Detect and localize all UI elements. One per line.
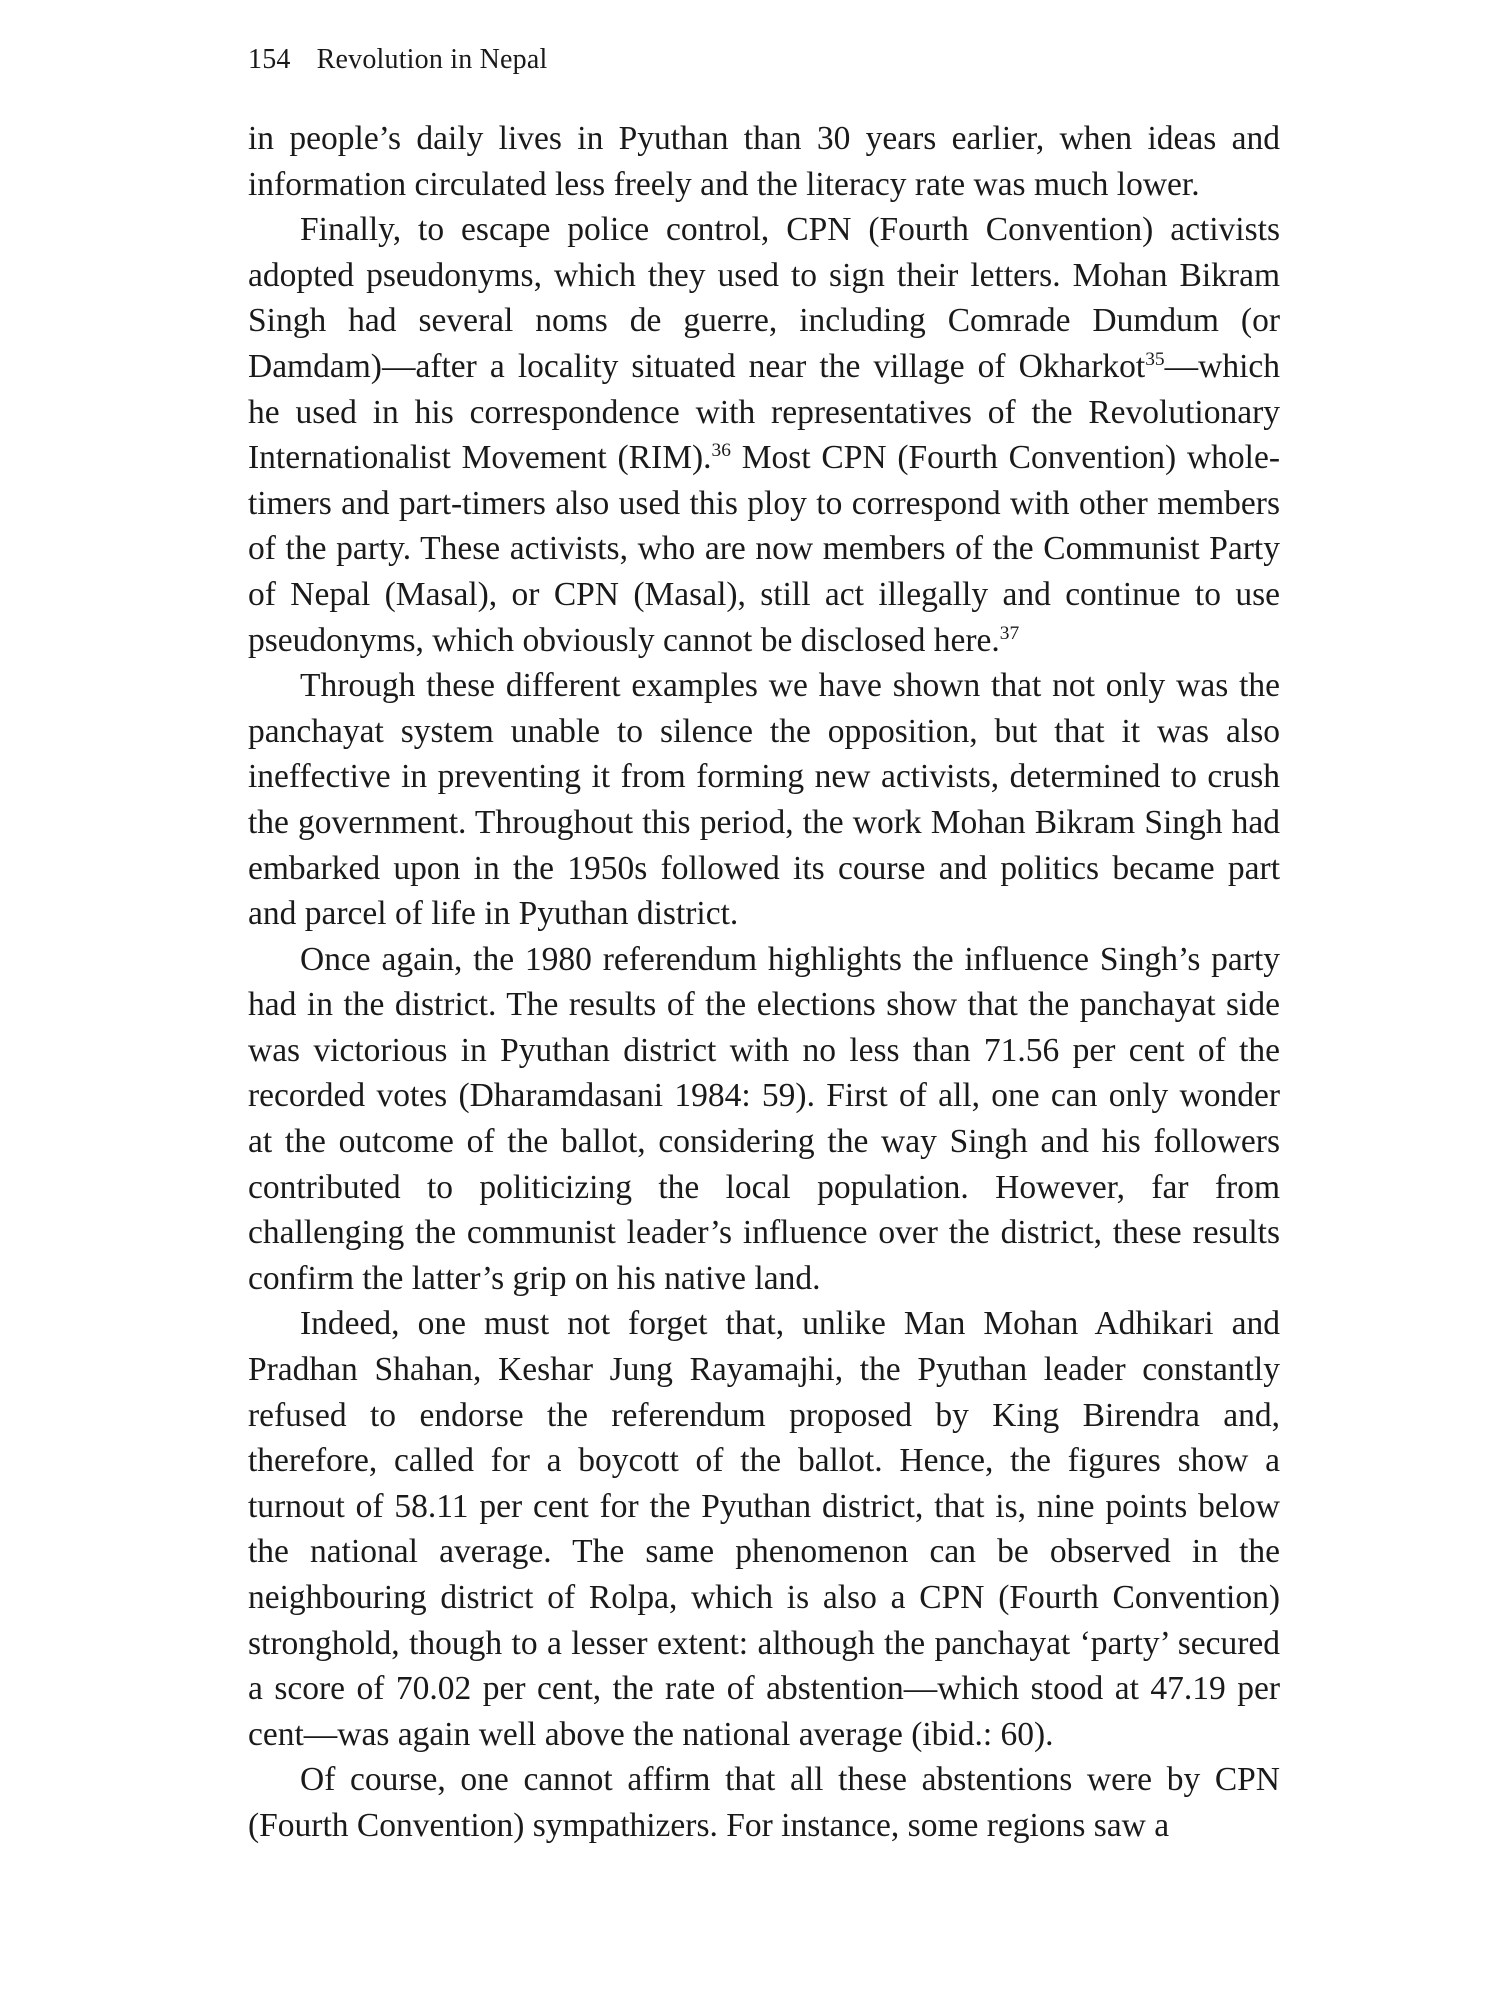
paragraph-text: Finally, to escape police control, CPN (Fourth Convention) activists adopted pseudonyms, which they used to sign their letters. Mohan Bikram Singh had several noms de guerre, including Comrade Dumdum (or Damdam)—after a locality situated near the village of Okharkot: [248, 211, 1280, 385]
running-head: [248, 38, 1280, 82]
footnote-marker-37[interactable]: 37: [999, 622, 1020, 644]
paragraph-continued: in people’s daily lives in Pyuthan than 30 years earlier, when ideas and information circulated less freely and the literacy rate was much lower.: [248, 120, 1280, 203]
paragraph-pseudonyms: [248, 207, 1280, 663]
page-number: 154: [248, 44, 291, 75]
body-text: [248, 116, 1280, 1849]
book-page: [248, 38, 1280, 1849]
running-title: Revolution in Nepal: [316, 44, 548, 75]
footnote-marker-36[interactable]: 36: [711, 440, 731, 461]
paragraph-referendum: Once again, the 1980 referendum highlights the influence Singh’s party had in the district. The results of the elections show that the panchayat side was victorious in Pyuthan district with no less than 71.56 per cent of the recorded votes (Dharamdasani 1984: 59). First of all, one can only wonder at the outcome of the ballot, considering the way Singh and his followers contributed to politicizing the local population. However, far from challenging the communist leader’s influence over the district, these results confirm the latter’s grip on his native land.: [248, 940, 1280, 1297]
paragraph-examples: Through these different examples we have shown that not only was the panchayat system unable to silence the opposition, but that it was also ineffective in preventing it from forming new activists, determined to crush the government. Throughout this period, the work Mohan Bikram Singh had embarked upon in the 1950s followed its course and politics became part and parcel of life in Pyuthan district.: [248, 667, 1280, 933]
paragraph-abstentions: Of course, one cannot affirm that all these abstentions were by CPN (Fourth Convention) sympathizers. For instance, some regions saw a: [248, 1761, 1280, 1844]
paragraph-text: Most CPN (Fourth Convention) whole-timers and part-timers also used this ploy to correspond with other members of the party. These activists, who are now members of the Communist Party of Nepal (Masal), or CPN (Masal), still act illegally and continue to use pseudonyms, which obviously cannot be disclosed here.: [248, 439, 1280, 659]
footnote-marker-35[interactable]: 35: [1145, 348, 1165, 370]
paragraph-boycott: Indeed, one must not forget that, unlike Man Mohan Adhikari and Pradhan Shahan, Keshar Jung Rayamajhi, the Pyuthan leader constantly refused to endorse the referendum proposed by King Birendra and, therefore, called for a boycott of the ballot. Hence, the figures show a turnout of 58.11 per cent for the Pyuthan district, that is, nine points below the national average. The same phenomenon can be observed in the neighbouring district of Rolpa, which is also a CPN (Fourth Convention) stronghold, though to a lesser extent: although the panchayat ‘party’ secured a score of 70.02 per cent, the rate of abstention—which stood at 47.19 per cent—was again well above the national average (ibid.: 60).: [248, 1305, 1280, 1753]
paragraph-text: —which he used in his correspondence with representatives of the Revolutionary Internationalist Movement (RIM).: [248, 347, 1280, 477]
